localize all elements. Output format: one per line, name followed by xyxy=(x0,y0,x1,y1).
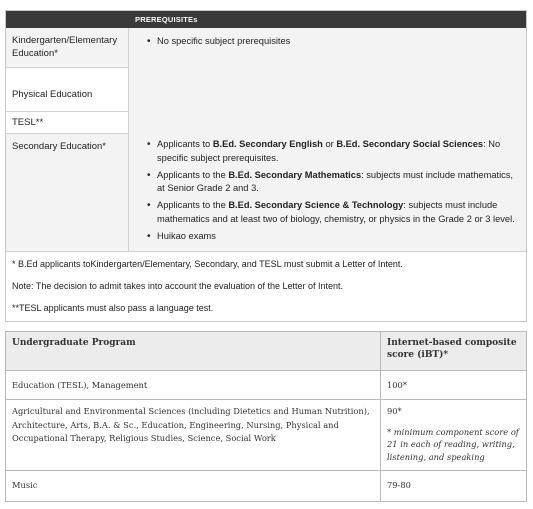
program-kindergarten-elementary: Kindergarten/Elementary Education* xyxy=(6,28,128,68)
note-admission-decision: Note: The decision to admit takes into account the evaluation of the Letter of Intent. xyxy=(12,280,344,291)
prerequisites-header-row xyxy=(6,11,526,28)
table-row xyxy=(6,400,526,471)
prereq-bullet: • Applicants to B.Ed. Secondary English or B.Ed. Secondary Social Sciences: No specific subject prerequisites. xyxy=(149,138,516,165)
prerequisites-notes xyxy=(6,252,526,321)
prereq-bullet: • No specific subject prerequisites xyxy=(149,35,516,49)
note-letter-of-intent: * B.Ed applicants toKindergarten/Elementary, Secondary, and TESL must submit a Letter of Intent. xyxy=(12,258,403,269)
table-row xyxy=(6,471,526,501)
program-tesl: TESL** xyxy=(6,112,128,134)
program-cell: Agricultural and Environmental Sciences (including Dietetics and Human Nutrition), Architecture, Arts, B.A. & Sc., Education, Engineering, Nursing, Physical and Occupational Therapy, Religious Studies, Science, Social Work xyxy=(6,400,381,470)
program-cell: Music xyxy=(6,471,381,501)
table-header-row xyxy=(6,332,526,371)
note-tesl-language-test: **TESL applicants must also pass a language test. xyxy=(12,302,214,313)
column-header-score: Internet-based composite score (iBT)* xyxy=(387,338,517,360)
program-physical-education: Physical Education xyxy=(6,68,128,112)
shared-prerequisites-cell xyxy=(128,28,526,134)
prereq-bullet: • Huikao exams xyxy=(149,230,516,244)
prerequisites-table xyxy=(5,10,527,322)
column-header-program: Undergraduate Program xyxy=(6,332,381,370)
prereq-bullet: • Applicants to the B.Ed. Secondary Mathematics: subjects must include mathematics, at Senior Grade 2 and 3. xyxy=(149,169,516,196)
score-footnote: * minimum component score of 21 in each of reading, writing, listening, and speaking xyxy=(387,426,519,462)
program-secondary-education: Secondary Education* xyxy=(12,141,107,152)
score-cell: 90* xyxy=(387,406,402,416)
score-cell: 100* xyxy=(387,380,407,390)
prereq-bullet: • Applicants to the B.Ed. Secondary Science & Technology: subjects must include mathematics and at least two of biology, chemistry, or physics in the Grade 2 or 3 level. xyxy=(149,199,516,226)
table-row xyxy=(6,371,526,400)
secondary-prerequisites-cell xyxy=(128,134,526,251)
score-cell: 79-80 xyxy=(387,480,411,490)
prerequisites-header: PREREQUISITEs xyxy=(135,15,198,24)
ibt-score-table xyxy=(5,331,527,502)
program-cell: Education (TESL), Management xyxy=(6,371,381,399)
